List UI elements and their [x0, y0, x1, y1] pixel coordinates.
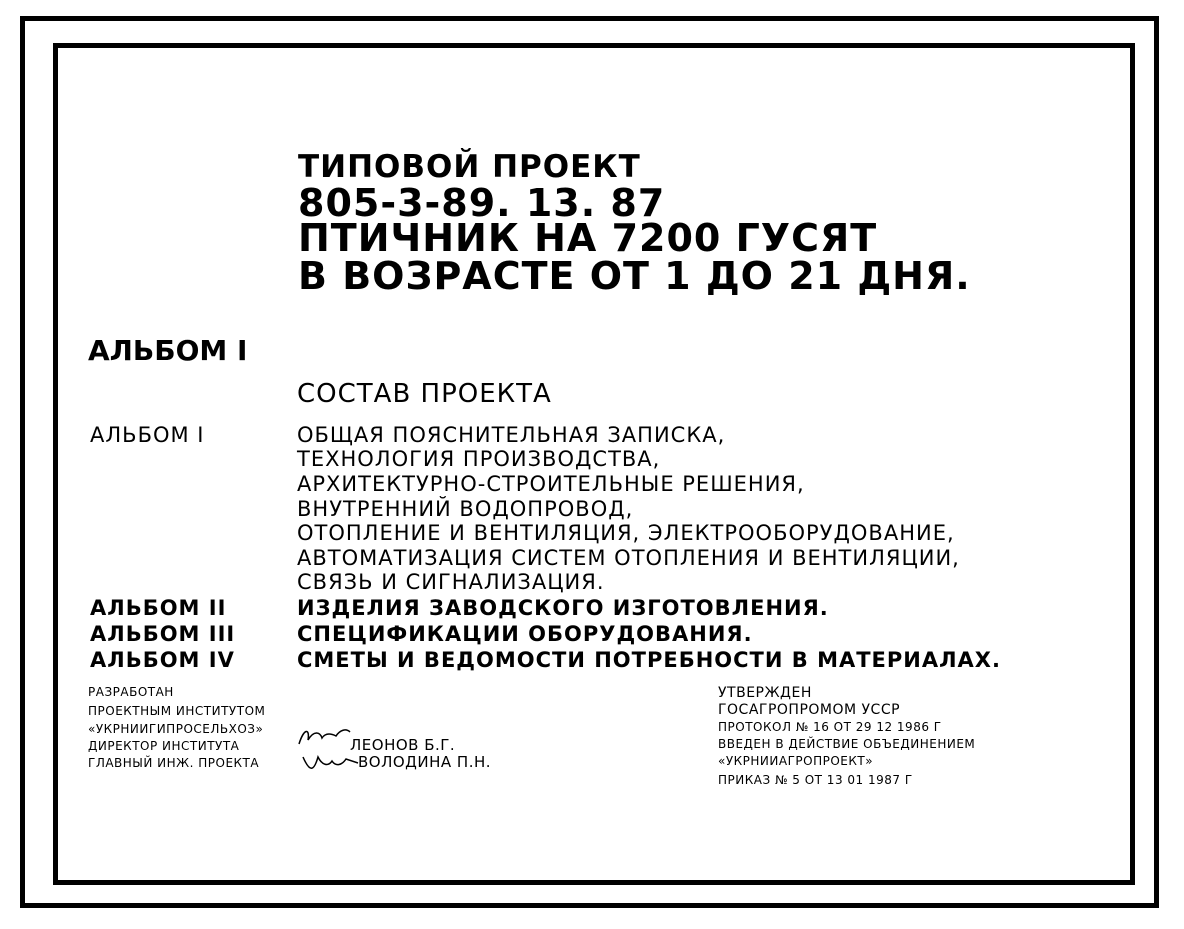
album-3-label: АЛЬБОМ III — [90, 622, 236, 646]
album-heading: АЛЬБОМ I — [88, 334, 248, 367]
director-signature — [296, 724, 354, 752]
developed-institute-name: «УКРНИИГИПРОСЕЛЬХОЗ» — [88, 722, 264, 736]
composition-title: СОСТАВ ПРОЕКТА — [297, 379, 552, 409]
album-1-line: ВНУТРЕННИЙ ВОДОПРОВОД, — [297, 497, 634, 521]
chief-engineer-signature — [300, 749, 360, 775]
director-name: ЛЕОНОВ Б.Г. — [350, 736, 456, 754]
album-4-line: СМЕТЫ И ВЕДОМОСТИ ПОТРЕБНОСТИ В МАТЕРИАЛАХ. — [297, 648, 1001, 672]
album-1-line: АРХИТЕКТУРНО-СТРОИТЕЛЬНЫЕ РЕШЕНИЯ, — [297, 472, 805, 496]
project-name-line1: ПТИЧНИК НА 7200 ГУСЯТ — [298, 216, 878, 260]
developed-label: РАЗРАБОТАН — [88, 685, 174, 699]
approved-by: ГОСАГРОПРОМОМ УССР — [718, 702, 901, 718]
album-1-line: ОТОПЛЕНИЕ И ВЕНТИЛЯЦИЯ, ЭЛЕКТРООБОРУДОВАНИЕ, — [297, 521, 955, 545]
album-1-line: ТЕХНОЛОГИЯ ПРОИЗВОДСТВА, — [297, 447, 661, 471]
album-4-label: АЛЬБОМ IV — [90, 648, 235, 672]
chief-engineer-role: ГЛАВНЫЙ ИНЖ. ПРОЕКТА — [88, 756, 260, 770]
enacted-line: ВВЕДЕН В ДЕЙСТВИЕ ОБЪЕДИНЕНИЕМ — [718, 737, 976, 751]
project-number: 805-3-89. 13. 87 — [298, 181, 666, 225]
album-3-line: СПЕЦИФИКАЦИИ ОБОРУДОВАНИЯ. — [297, 622, 753, 646]
album-2-label: АЛЬБОМ II — [90, 596, 227, 620]
order-line: ПРИКАЗ № 5 ОТ 13 01 1987 Г — [718, 773, 913, 787]
album-1-line: АВТОМАТИЗАЦИЯ СИСТЕМ ОТОПЛЕНИЯ И ВЕНТИЛЯЦИИ, — [297, 546, 960, 570]
project-name-line2: В ВОЗРАСТЕ ОТ 1 ДО 21 ДНЯ. — [298, 254, 971, 298]
chief-engineer-name: ВОЛОДИНА П.Н. — [358, 753, 492, 771]
album-1-label: АЛЬБОМ I — [90, 423, 205, 447]
enacted-organization: «УКРНИИАГРОПРОЕКТ» — [718, 754, 874, 768]
album-2-line: ИЗДЕЛИЯ ЗАВОДСКОГО ИЗГОТОВЛЕНИЯ. — [297, 596, 829, 620]
album-1-line: ОБЩАЯ ПОЯСНИТЕЛЬНАЯ ЗАПИСКА, — [297, 423, 726, 447]
approved-label: УТВЕРЖДЕН — [718, 685, 812, 701]
director-role: ДИРЕКТОР ИНСТИТУТА — [88, 739, 240, 753]
album-1-line: СВЯЗЬ И СИГНАЛИЗАЦИЯ. — [297, 570, 605, 594]
developed-institute-line: ПРОЕКТНЫМ ИНСТИТУТОМ — [88, 704, 266, 718]
project-type-title: ТИПОВОЙ ПРОЕКТ — [298, 149, 641, 185]
protocol-line: ПРОТОКОЛ № 16 ОТ 29 12 1986 Г — [718, 720, 942, 734]
